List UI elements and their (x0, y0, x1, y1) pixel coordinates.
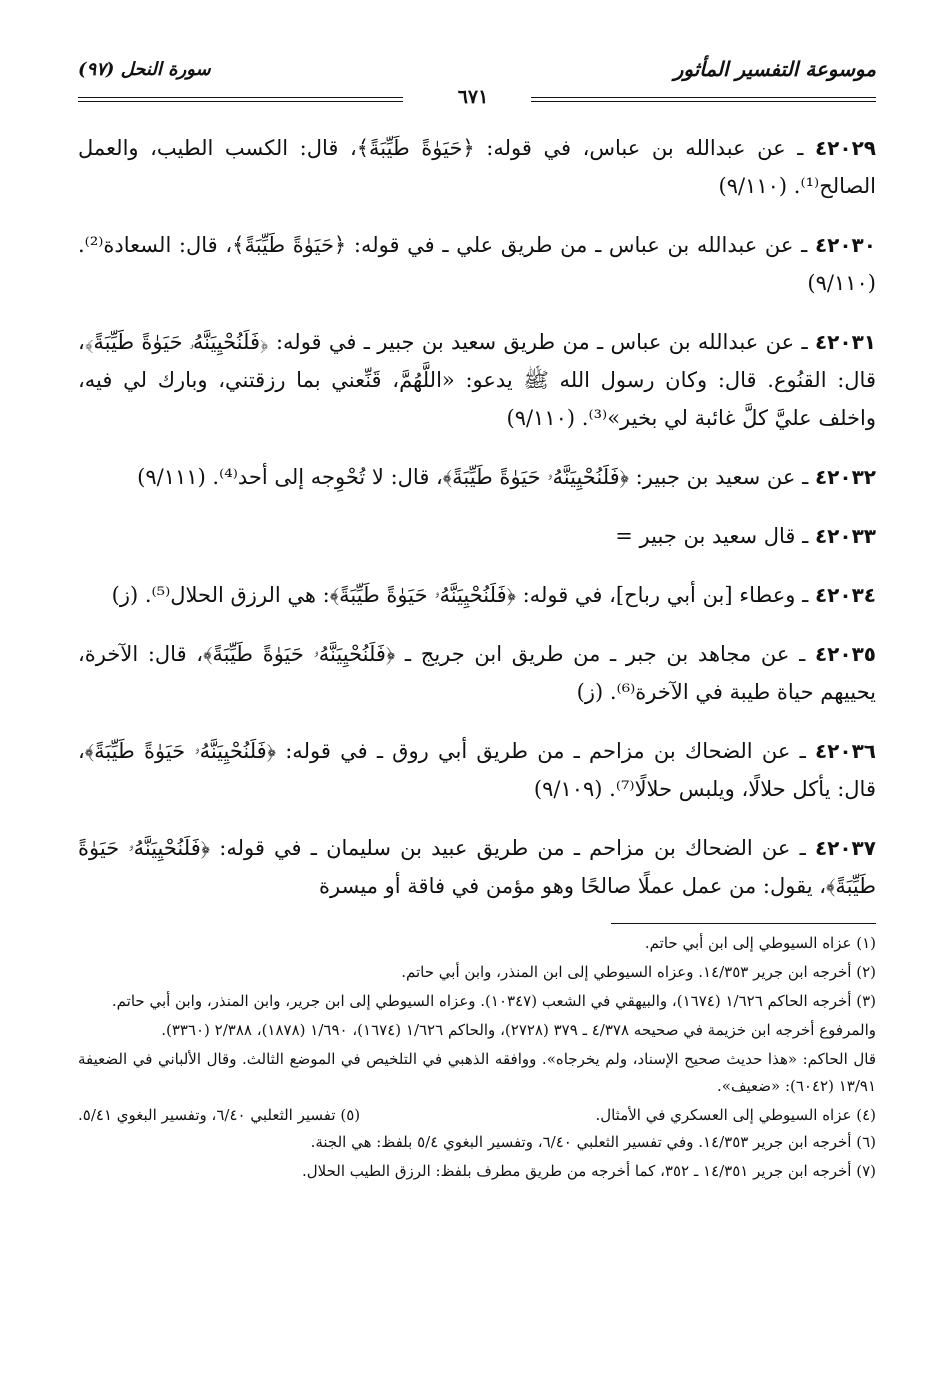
entry (78, 323, 876, 437)
entry (78, 458, 876, 496)
page-number: ٦٧١ (457, 86, 489, 108)
entry (78, 576, 876, 614)
entry-number: ٤٢٠٣٠ (814, 233, 876, 257)
footnote: (٤) عزاه السيوطي إلى العسكري في الأمثال. (595, 1106, 876, 1124)
entry-text: ـ وعطاء [بن أبي رباح]، في قوله: ﴿فَلَنُحْيِيَنَّهُۥ حَيَوٰةً طَيِّبَةً﴾: هي الرزق الحلال⁽⁵⁾. (ز) (111, 583, 809, 607)
entry-number: ٤٢٠٢٩ (814, 136, 876, 160)
footnote: (١) عزاه السيوطي إلى ابن أبي حاتم. (644, 934, 876, 952)
entry-text: ـ عن الضحاك بن مزاحم ـ من طريق أبي روق ـ في قوله: ﴿فَلَنُحْيِيَنَّهُۥ حَيَوٰةً طَيِّبَةً﴾، قال: يأكل حلالًا، ويلبس حلالًا⁽⁷⁾. (٩/١٠٩) (78, 739, 876, 801)
surah-title: سورة النحل (٩٧) (78, 58, 211, 80)
entry-text: ـ عن الضحاك بن مزاحم ـ من طريق عبيد بن سليمان ـ في قوله: ﴿فَلَنُحْيِيَنَّهُۥ حَيَوٰةً طَيِّبَةً﴾، يقول: من عمل عملًا صالحًا وهو مؤمن في فاقة أو ميسرة (78, 836, 876, 898)
entry-number: ٤٢٠٣٧ (814, 836, 876, 860)
entry (78, 129, 876, 205)
entry (78, 635, 876, 711)
footnote: (٥) تفسير الثعلبي ٦/٤٠، وتفسير البغوي ٥/٤١. (78, 1106, 361, 1124)
footnote: (٣) أخرجه الحاكم ١/٦٢٦ (١٦٧٤)، والبيهقي في الشعب (١٠٣٤٧). وعزاه السيوطي إلى ابن جرير، وابن المنذر، وابن أبي حاتم. (111, 992, 876, 1010)
rule-right (531, 97, 876, 102)
footnote: قال الحاكم: «هذا حديث صحيح الإسناد، ولم يخرجاه». ووافقه الذهبي في التلخيص في الموضع الثالث. وقال الألباني في الضعيفة ١٣/٩١ (٦٠٤٢): «ضعيف». (78, 1050, 876, 1095)
entries-list (78, 129, 876, 905)
entry-text: ـ عن مجاهد بن جبر ـ من طريق ابن جريج ـ ﴿فَلَنُحْيِيَنَّهُۥ حَيَوٰةً طَيِّبَةً﴾، قال: الآخرة، يحييهم حياة طيبة في الآخرة⁽⁶⁾. (ز) (78, 642, 876, 704)
entry-number: ٤٢٠٣٤ (814, 583, 876, 607)
rule-left (78, 97, 403, 102)
entry (78, 226, 876, 302)
entry-number: ٤٢٠٣٢ (814, 465, 876, 489)
entry-text: ـ عن سعيد بن جبير: ﴿فَلَنُحْيِيَنَّهُۥ حَيَوٰةً طَيِّبَةً﴾، قال: لا تُحْوِجه إلى أحد⁽⁴⁾. (٩/١١١) (137, 465, 809, 489)
header-rule (78, 88, 876, 108)
entry-text: ـ عن عبدالله بن عباس، في قوله: ﴿حَيَوٰةً طَيِّبَةً﴾، قال: الكسب الطيب، والعمل الصالح⁽¹⁾. (٩/١١٠) (78, 136, 876, 198)
footnote: (٧) أخرجه ابن جرير ١٤/٣٥١ ـ ٣٥٢، كما أخرجه من طريق مطرف بلفظ: الرزق الطيب الحلال. (301, 1162, 876, 1180)
entry-text: ـ قال سعيد بن جبير = (615, 524, 809, 548)
entry (78, 829, 876, 905)
book-page (78, 52, 876, 1187)
footnote: (٦) أخرجه ابن جرير ١٤/٣٥٣. وفي تفسير الثعلبي ٦/٤٠، وتفسير البغوي ٥/٤ بلفظ: هي الجنة. (310, 1133, 876, 1151)
entry-text: ـ عن عبدالله بن عباس ـ من طريق سعيد بن جبير ـ في قوله: ﴿فَلَنُحْيِيَنَّهُۥ حَيَوٰةً طَيِّبَةً﴾، قال: القنُوع. قال: وكان رسول الله ﷺ يدعو: «اللَّهُمَّ، قَنِّعني بما رزقتني، وبارك لي فيه، واخلف عليَّ كلَّ غائبة لي بخير»⁽³⁾. (٩/١١٠) (78, 330, 876, 430)
entry-number: ٤٢٠٣٥ (814, 642, 876, 666)
footnote-pair (78, 1102, 876, 1129)
footnote: (٢) أخرجه ابن جرير ١٤/٣٥٣. وعزاه السيوطي إلى ابن المنذر، وابن أبي حاتم. (401, 963, 876, 981)
entry (78, 732, 876, 808)
entry-number: ٤٢٠٣٦ (814, 739, 876, 763)
entry-number: ٤٢٠٣٣ (814, 524, 876, 548)
footnote-separator (611, 923, 876, 924)
page-header (78, 52, 876, 86)
footnote: والمرفوع أخرجه ابن خزيمة في صحيحه ٤/٣٧٨ ـ ٣٧٩ (٢٧٢٨)، والحاكم ١/٦٢٦ (١٦٧٤)، ١/٦٩٠ (١٨٧٨)، ٢/٣٨٨ (٣٣٦٠). (161, 1021, 876, 1039)
entry-text: ـ عن عبدالله بن عباس ـ من طريق علي ـ في قوله: ﴿حَيَوٰةً طَيِّبَةً﴾، قال: السعادة⁽²⁾. (٩/١١٠) (78, 233, 876, 295)
entry (78, 517, 876, 555)
entry-number: ٤٢٠٣١ (814, 330, 876, 354)
footnotes (78, 930, 876, 1185)
book-title: موسوعة التفسير المأثور (673, 57, 876, 81)
